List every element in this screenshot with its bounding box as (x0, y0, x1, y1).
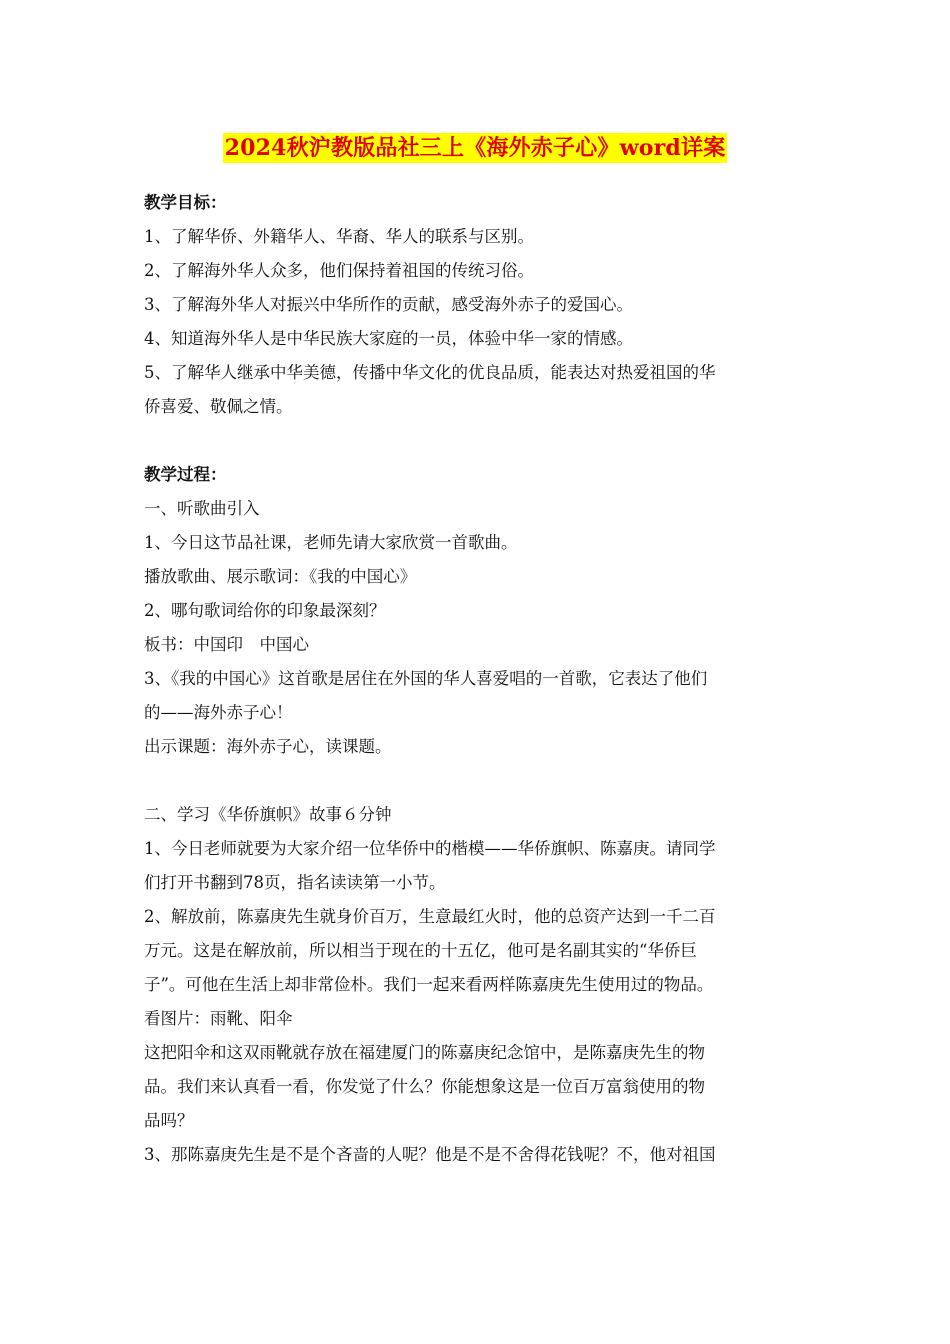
objective-line: 4、知道海外华人是中华民族大家庭的一员，体验中华一家的情感。 (144, 329, 633, 348)
title-container (0, 133, 950, 163)
process-line: 1、今日老师就要为大家介绍一位华侨中的楷模——华侨旗帜、陈嘉庚。请同学 (144, 839, 716, 858)
process-line: 播放歌曲、展示歌词：《我的中国心》 (144, 567, 417, 586)
process-line: 们打开书翻到78页，指名读读第一小节。 (144, 873, 446, 892)
process-line: 万元。这是在解放前，所以相当于现在的十五亿，他可是名副其实的“华侨巨 (144, 941, 697, 960)
paragraph-gap (144, 764, 814, 798)
objective-line: 侨喜爱、敬佩之情。 (144, 397, 293, 416)
process-line: 子”。可他在生活上却非常俭朴。我们一起来看两样陈嘉庚先生使用过的物品。 (144, 975, 714, 994)
objectives-heading: 教学目标： (144, 193, 227, 212)
process-line: 品吗？ (144, 1111, 194, 1130)
process-line: 品。我们来认真看一看，你发觉了什么？你能想象这是一位百万富翁使用的物 (144, 1077, 705, 1096)
objective-line: 5、了解华人继承中华美德，传播中华文化的优良品质，能表达对热爱祖国的华 (144, 363, 716, 382)
process-heading: 教学过程： (144, 465, 227, 484)
process-line: 看图片：雨靴、阳伞 (144, 1009, 293, 1028)
process-line: 2、解放前，陈嘉庚先生就身价百万，生意最红火时，他的总资产达到一千二百 (144, 907, 716, 926)
process-line: 的——海外赤子心！ (144, 703, 293, 722)
objective-line: 1、了解华侨、外籍华人、华裔、华人的联系与区别。 (144, 227, 534, 246)
paragraph-gap (144, 424, 814, 458)
process-line: 3、那陈嘉庚先生是不是个吝啬的人呢？他是不是不舍得花钱呢？不，他对祖国 (144, 1145, 716, 1164)
process-line: 3、《我的中国心》这首歌是居住在外国的华人喜爱唱的一首歌，它表达了他们 (144, 669, 708, 688)
document-body (144, 186, 814, 1172)
process-line: 一、听歌曲引入 (144, 499, 260, 518)
process-line: 二、学习《华侨旗帜》故事６分钟 (144, 805, 392, 824)
process-line: 这把阳伞和这双雨靴就存放在福建厦门的陈嘉庚纪念馆中，是陈嘉庚先生的物 (144, 1043, 705, 1062)
document-title: 2024秋沪教版品社三上《海外赤子心》word详案 (224, 135, 726, 161)
objective-line: 3、了解海外华人对振兴中华所作的贡献，感受海外赤子的爱国心。 (144, 295, 633, 314)
objective-line: 2、了解海外华人众多，他们保持着祖国的传统习俗。 (144, 261, 534, 280)
process-line: 出示课题：海外赤子心，读课题。 (144, 737, 392, 756)
process-line: 板书：中国印 中国心 (144, 635, 309, 654)
process-line: 2、哪句歌词给你的印象最深刻？ (144, 601, 386, 620)
process-line: 1、今日这节品社课，老师先请大家欣赏一首歌曲。 (144, 533, 518, 552)
